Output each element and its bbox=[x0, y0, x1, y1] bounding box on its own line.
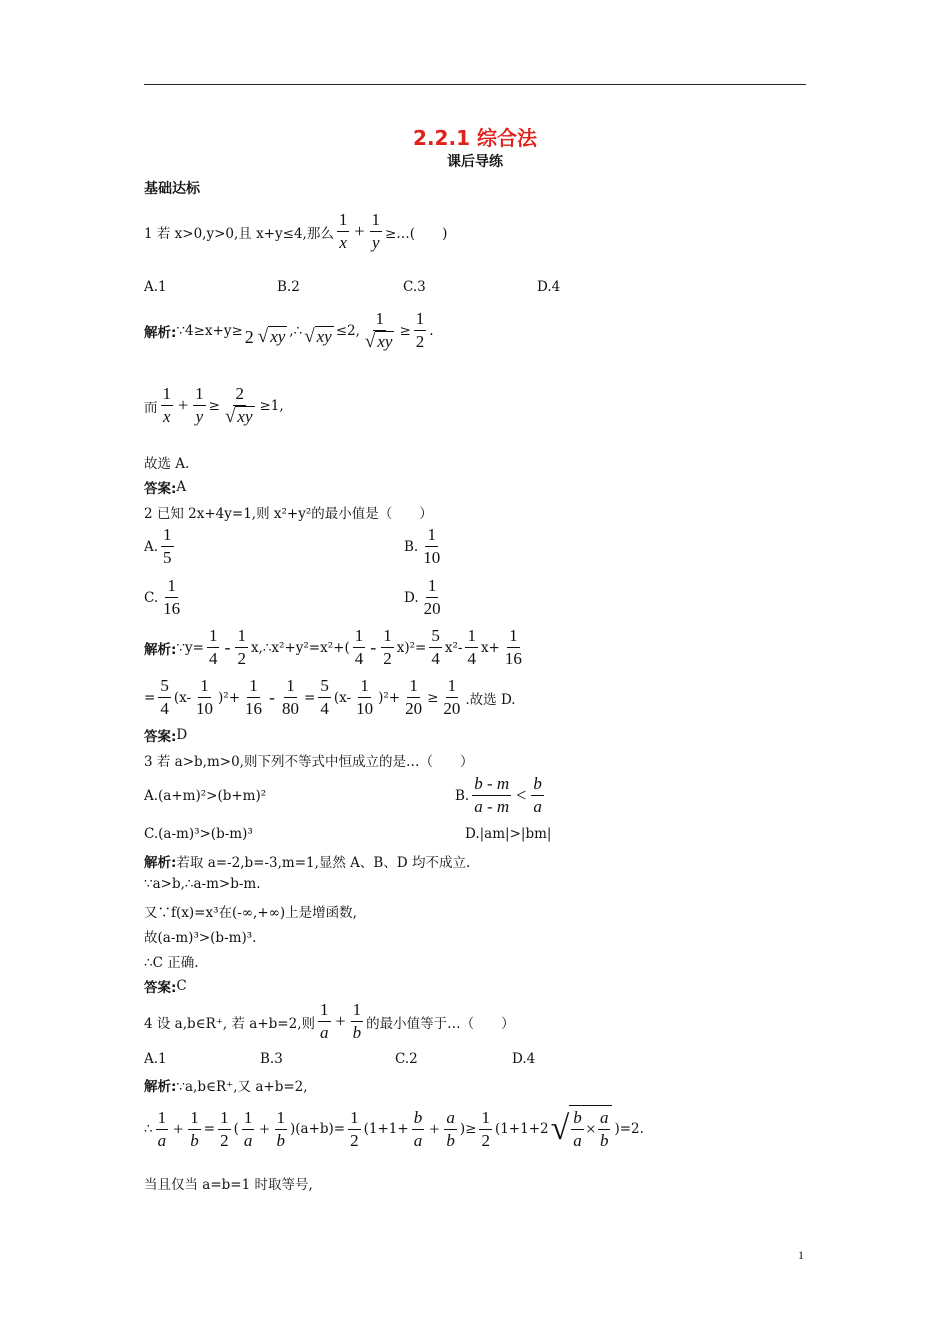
q3-stem: 3 若 a>b,m>0,则下列不等式中恒成立的是…（ ） bbox=[144, 754, 474, 770]
fraction: 1 √ xy bbox=[364, 309, 393, 352]
q2-option-b: B. $\frac{1}{10}$ bbox=[404, 525, 441, 567]
q3-option-a: A.(a+m)²>(b+m)² bbox=[144, 788, 267, 804]
sqrt-product: √ $\frac{b}{a}$ × $\frac{a}{b}$ bbox=[551, 1105, 613, 1153]
q4-solution-line-1: 解析: ∵a,b∈R⁺,又 a+b=2, bbox=[144, 1079, 308, 1095]
q3-solution-line-2: ∵a>b,∴a-m>b-m. bbox=[144, 876, 261, 892]
section-heading: 基础达标 bbox=[144, 181, 200, 197]
fraction: $\frac{1}{y}$ bbox=[195, 384, 204, 426]
q2-option-c: C. $\frac{1}{16}$ bbox=[144, 576, 181, 618]
q3-option-c: C.(a-m)³>(b-m)³ bbox=[144, 826, 253, 842]
page-number: 1 bbox=[798, 1248, 804, 1262]
q3-option-d: D.|am|>|bm| bbox=[465, 826, 552, 842]
q2-option-a: A. $\frac{1}{5}$ bbox=[144, 525, 172, 567]
q4-stem: 4 设 a,b∈R⁺, 若 a+b=2,则 $\frac{1}{a}$ + $\frac{1}{b}$ 的最小值等于…（ ） bbox=[144, 1000, 515, 1042]
q1-stem: 1 若 x>0,y>0,且 x+y≤4,那么 $\frac{1}{x}$ + $\frac{1}{y}$ ≥…( ) bbox=[144, 210, 448, 252]
q3-solution-line-1: 解析: 若取 a=-2,b=-3,m=1,显然 A、B、D 均不成立. bbox=[144, 855, 471, 871]
fraction: 2 √ xy bbox=[224, 384, 253, 427]
fraction: $\frac{1}{2}$ bbox=[415, 309, 425, 351]
fraction: $\frac{1}{y}$ bbox=[371, 210, 380, 252]
q1-answer: 答案: A bbox=[144, 479, 187, 497]
q3-option-b: B. $\frac{b - m}{a - m}$ < $\frac{b}{a}$ bbox=[455, 774, 542, 816]
q2-option-d: D. $\frac{1}{20}$ bbox=[404, 576, 441, 618]
page-subtitle: 课后导练 bbox=[447, 154, 503, 170]
q4-solution-line-3: 当且仅当 a=b=1 时取等号, bbox=[144, 1177, 313, 1193]
fraction: $\frac{1}{x}$ bbox=[162, 384, 171, 426]
q4-solution-line-2: ∴ $\frac{1}{a}$ + $\frac{1}{b}$ = $\frac{1}{2}$ ( $\frac{1}{a}$ + $\frac{1}{b}$ )(a+b)= $\frac{1}{2}$ (1+1+ $\frac{b}{a}$ + $\frac{a}{b}$ )≥ $\frac{1}{2}$ (1+1+2 √ $\frac{b}{a}$ × $\frac{a}{b}$ )=2. bbox=[144, 1105, 644, 1153]
q1-solution-line-3: 故选 A. bbox=[144, 456, 190, 472]
q1-option-a: A.1 bbox=[144, 279, 167, 295]
q4-option-a: A.1 bbox=[144, 1051, 167, 1067]
q1-option-c: C.3 bbox=[403, 279, 426, 295]
q2-solution-line-2: = $\frac{5}{4}$ (x- $\frac{1}{10}$ )²+ $\frac{1}{16}$ - $\frac{1}{80}$ = $\frac{5}{4}$ (x- $\frac{1}{10}$ )²+ $\frac{1}{20}$ ≥ $\frac{1}{20}$ .故选 D. bbox=[144, 676, 516, 718]
q4-option-d: D.4 bbox=[512, 1051, 536, 1067]
q4-option-c: C.2 bbox=[395, 1051, 418, 1067]
q1-option-b: B.2 bbox=[277, 279, 300, 295]
page-title: 2.2.1 综合法 bbox=[413, 126, 537, 150]
q4-option-b: B.3 bbox=[260, 1051, 283, 1067]
q1-solution-line-2: 而 $\frac{1}{x}$ + $\frac{1}{y}$ ≥ 2 √ xy ≥1, bbox=[144, 384, 284, 427]
q3-solution-line-4: 故(a-m)³>(b-m)³. bbox=[144, 930, 257, 946]
q2-stem: 2 已知 2x+4y=1,则 x²+y²的最小值是（ ） bbox=[144, 506, 433, 522]
q2-solution-line-1: 解析: ∵y= $\frac{1}{4}$ - $\frac{1}{2}$ x,∴x²+y²=x²+( $\frac{1}{4}$ - $\frac{1}{2}$ x)²= $\frac{5}{4}$ x²- $\frac{1}{4}$ x+ $\frac{1}{16}$ bbox=[144, 626, 522, 668]
q2-answer: 答案: D bbox=[144, 727, 188, 745]
q3-answer: 答案: C bbox=[144, 978, 187, 996]
header-rule bbox=[144, 84, 806, 85]
fraction: $\frac{1}{x}$ bbox=[338, 210, 348, 252]
sqrt-xy: √ xy bbox=[257, 325, 286, 347]
q1-option-d: D.4 bbox=[537, 279, 561, 295]
q1-solution-line-1: 解析: ∵4≥x+y≥ 2 √ xy ,∴ √ xy ≤2, 1 √ xy ≥ $\frac{1}{2}$ . bbox=[144, 309, 434, 352]
q3-solution-line-5: ∴C 正确. bbox=[144, 955, 199, 971]
sqrt-xy: √ xy bbox=[304, 325, 332, 347]
q3-solution-line-3: 又∵f(x)=x³在(-∞,+∞)上是增函数, bbox=[144, 905, 357, 921]
